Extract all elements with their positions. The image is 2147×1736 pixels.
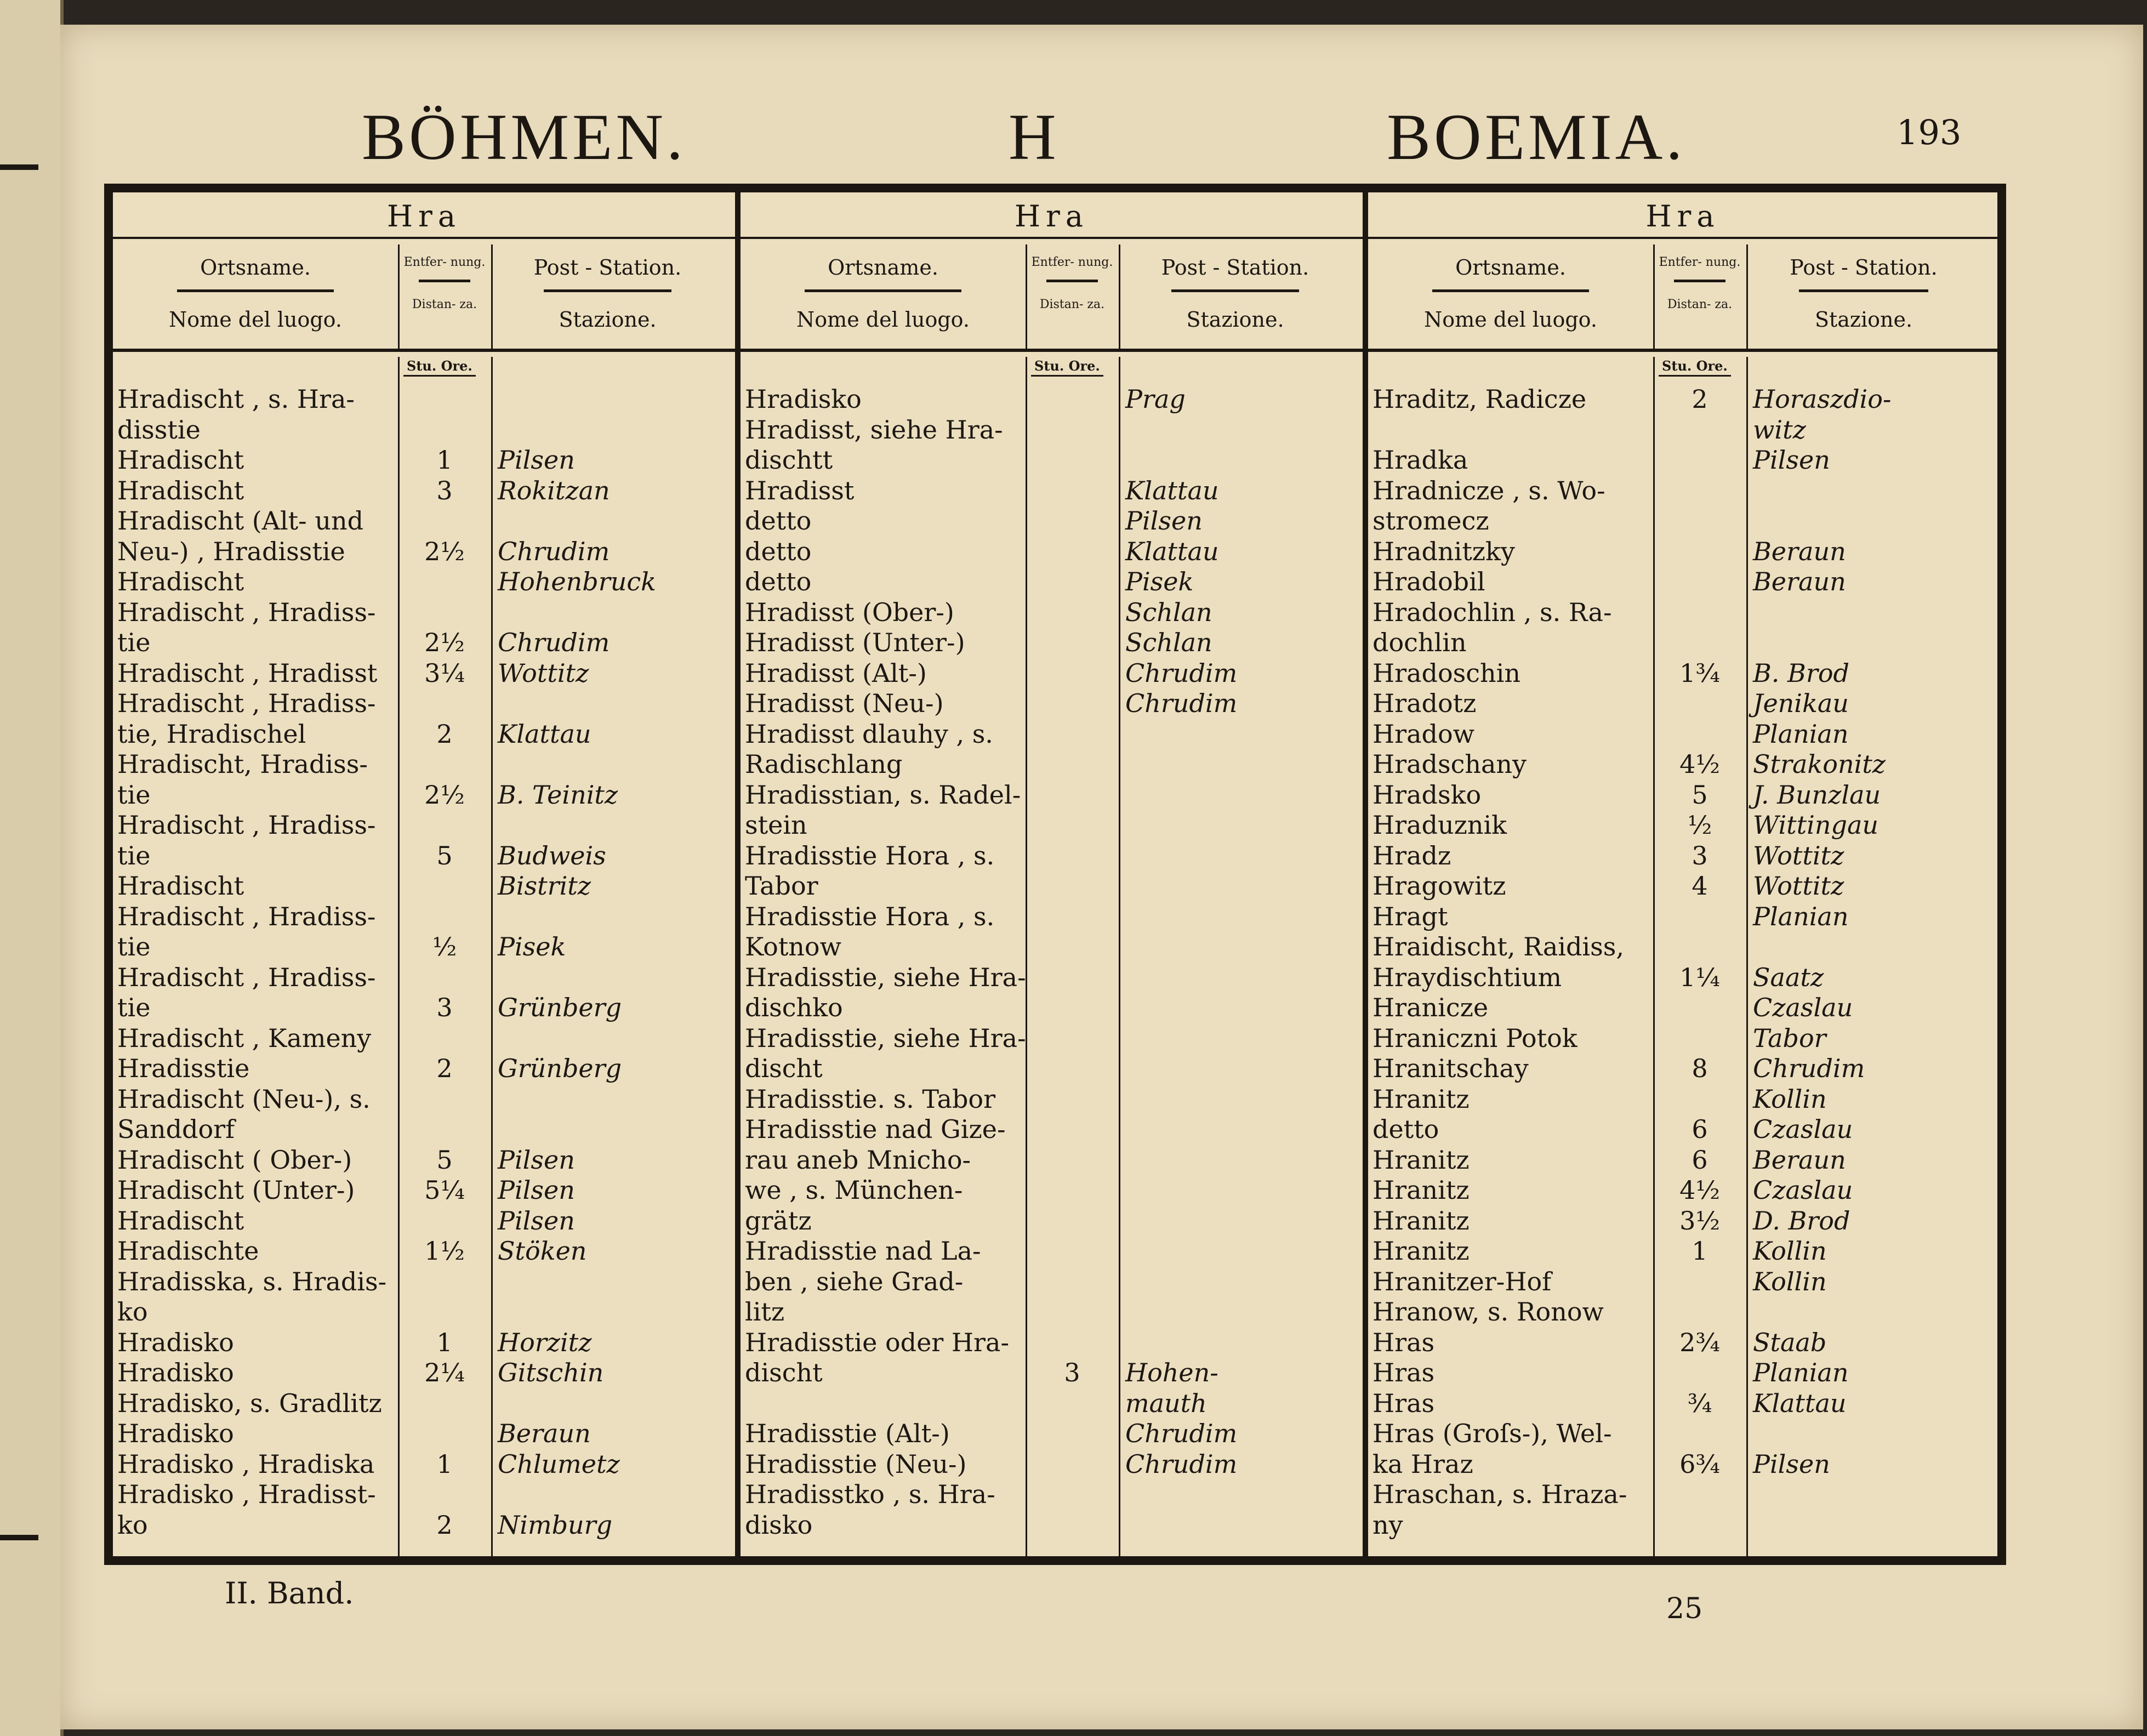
- post-station: J. Bunzlau: [1753, 779, 1881, 810]
- header-place-name: [113, 244, 400, 349]
- post-station: Horzitz: [498, 1327, 592, 1357]
- place-name: Hradisko: [745, 384, 862, 414]
- distance-value: ½: [432, 932, 457, 961]
- place-name: Hradisst (Alt-): [745, 658, 927, 688]
- post-station: Beraun: [1753, 1145, 1846, 1175]
- post-station: Pilsen: [1753, 445, 1830, 475]
- header-dist-it: Distan- za.: [1039, 298, 1105, 312]
- post-station: Wottitz: [1753, 840, 1844, 870]
- place-name: Hradischt ( Ober-): [117, 1145, 352, 1175]
- place-name: Hradsko: [1373, 779, 1482, 810]
- place-name: tie: [117, 932, 151, 961]
- place-name: Hranitschay: [1373, 1054, 1529, 1083]
- distance-value: 4: [1692, 871, 1708, 901]
- post-station: Stöken: [498, 1236, 587, 1266]
- place-name: dischko: [745, 993, 843, 1022]
- place-name: ko: [117, 1297, 148, 1327]
- place-name: Hranitzer-Hof: [1373, 1266, 1552, 1296]
- page-number: 193: [1897, 112, 1962, 152]
- post-station: Pilsen: [498, 1205, 575, 1236]
- place-name: Hraniczni Potok: [1373, 1023, 1577, 1053]
- place-name: Hradnicze , s. Wo-: [1373, 475, 1605, 505]
- header-divider: [1799, 289, 1928, 292]
- post-station: Pilsen: [498, 1175, 575, 1205]
- header-divider: [177, 289, 334, 292]
- post-station: Bistritz: [498, 871, 591, 901]
- place-name: Hranitz: [1373, 1145, 1470, 1175]
- place-name: tie: [117, 993, 151, 1022]
- distance-value: 2½: [424, 628, 465, 657]
- post-station: Klattau: [498, 719, 591, 749]
- gazetteer-table: [104, 184, 2006, 1565]
- post-station: Schlan: [1125, 628, 1212, 657]
- post-station: Beraun: [498, 1419, 591, 1448]
- post-station: Beraun: [1753, 567, 1846, 596]
- place-name: Hradisstko , s. Hra-: [745, 1479, 995, 1509]
- place-name: Hraidischt, Raidiss,: [1373, 932, 1624, 961]
- column-header: [113, 244, 735, 352]
- place-name: Hraduznik: [1373, 810, 1507, 840]
- post-station: Chrudim: [1125, 1449, 1238, 1479]
- place-name: Hradisstie, siehe Hra-: [745, 962, 1026, 992]
- distance-value: 6: [1692, 1145, 1708, 1175]
- distance-value: ½: [1687, 810, 1712, 840]
- place-name: detto: [745, 506, 812, 536]
- distance-value: 2¾: [1679, 1327, 1720, 1357]
- post-station: Hohen-: [1125, 1358, 1218, 1387]
- place-name: Hranow, s. Ronow: [1373, 1297, 1604, 1327]
- column-body: [113, 357, 735, 1556]
- distance-value: 2½: [424, 536, 465, 566]
- distance-value: 1½: [424, 1236, 465, 1266]
- post-station: Wottitz: [1753, 871, 1844, 901]
- distance-value: 1¼: [1679, 962, 1720, 992]
- place-name: tie: [117, 628, 151, 657]
- place-name: Hraschan, s. Hraza-: [1373, 1479, 1627, 1509]
- place-name: dochlin: [1373, 628, 1467, 657]
- place-name: Hradisstie, siehe Hra-: [745, 1023, 1026, 1053]
- column-rule: [1653, 357, 1655, 1556]
- place-name: Hras (Groſs-), Wel-: [1373, 1419, 1612, 1448]
- place-name: Hradz: [1373, 840, 1451, 870]
- place-name: Hragt: [1373, 901, 1448, 931]
- place-name: Hradischt (Neu-), s.: [117, 1084, 371, 1114]
- place-name: Hradschany: [1373, 749, 1527, 779]
- column-title: Hra: [113, 199, 735, 239]
- place-name: Hradotz: [1373, 688, 1477, 718]
- post-station: Grünberg: [498, 1054, 622, 1083]
- distance-value: 8: [1692, 1054, 1708, 1083]
- place-name: Hradnitzky: [1373, 536, 1515, 566]
- place-name: dischtt: [745, 445, 833, 475]
- place-name: Hradisstie oder Hra-: [745, 1327, 1009, 1357]
- header-post-station: [491, 244, 724, 349]
- place-name: Hranicze: [1373, 993, 1489, 1022]
- place-name: Hradischt , Kameny: [117, 1023, 372, 1053]
- distance-value: 5: [436, 1145, 453, 1175]
- header-name-it: Nome del luogo.: [169, 308, 342, 332]
- header-dist-it: Distan- za.: [1667, 298, 1733, 312]
- post-station: Jenikau: [1753, 688, 1849, 718]
- distance-value: 5: [1692, 779, 1708, 810]
- post-station: Wittingau: [1753, 810, 1878, 840]
- post-station: Klattau: [1125, 536, 1219, 566]
- post-station: Chlumetz: [498, 1449, 620, 1479]
- place-name: Hradisstie (Neu-): [745, 1449, 967, 1479]
- header-name-de: Ortsname.: [200, 255, 311, 280]
- header-post-station: [1746, 244, 1981, 349]
- distance-value: 5¼: [424, 1175, 465, 1205]
- post-station: Hohenbruck: [498, 567, 656, 596]
- place-name: tie: [117, 840, 151, 870]
- place-name: Kotnow: [745, 932, 842, 961]
- place-name: Hradischt: [117, 475, 244, 505]
- post-station: Wottitz: [498, 658, 589, 688]
- header-post-de: Post - Station.: [1161, 255, 1309, 280]
- post-station: Chrudim: [498, 536, 610, 566]
- volume-label: II. Band.: [225, 1576, 354, 1610]
- distance-value: 1: [436, 1449, 453, 1479]
- post-station: mauth: [1125, 1388, 1207, 1418]
- distance-value: 3: [1692, 840, 1708, 870]
- post-station: Schlan: [1125, 597, 1212, 627]
- place-name: litz: [745, 1297, 785, 1327]
- distance-unit-label: Stu. Ore.: [1031, 357, 1103, 377]
- place-name: Hradisstie Hora , s.: [745, 840, 995, 870]
- place-name: Hradisstie nad La-: [745, 1236, 981, 1266]
- header-name-de: Ortsname.: [1455, 255, 1566, 280]
- place-name: Hradisstie nad Gize-: [745, 1114, 1006, 1144]
- place-name: we , s. München-: [745, 1175, 963, 1205]
- post-station: Planian: [1753, 719, 1849, 749]
- header-post-it: Stazione.: [1814, 308, 1913, 332]
- place-name: Hradischt, Hradiss-: [117, 749, 368, 779]
- place-name: Hradischt , Hradisst: [117, 658, 378, 688]
- header-letter: H: [1009, 100, 1060, 173]
- header-divider: [419, 280, 470, 282]
- post-station: Rokitzan: [498, 475, 610, 505]
- post-station: witz: [1753, 414, 1806, 445]
- header-post-station: [1119, 244, 1352, 349]
- place-name: ben , siehe Grad-: [745, 1266, 964, 1296]
- place-name: stromecz: [1373, 506, 1489, 536]
- place-name: Hradisko, s. Gradlitz: [117, 1388, 382, 1418]
- place-name: Radischlang: [745, 749, 903, 779]
- header-left-title: BÖHMEN.: [362, 100, 687, 173]
- post-station: Chrudim: [1125, 688, 1238, 718]
- distance-value: 2: [436, 719, 453, 749]
- place-name: Hradisko , Hradisst-: [117, 1479, 376, 1509]
- header-divider: [544, 289, 672, 292]
- distance-value: 3½: [1679, 1205, 1720, 1236]
- place-name: Hradoschin: [1373, 658, 1521, 688]
- place-name: discht: [745, 1358, 823, 1387]
- post-station: Czaslau: [1753, 993, 1853, 1022]
- header-divider: [805, 289, 961, 292]
- page-header: [60, 90, 2143, 184]
- place-name: Hradisst dlauhy , s.: [745, 719, 993, 749]
- place-name: detto: [1373, 1114, 1439, 1144]
- distance-value: 2½: [424, 779, 465, 810]
- place-name: tie, Hradischel: [117, 719, 306, 749]
- place-name: Hradisst: [745, 475, 855, 505]
- place-name: Hradisstian, s. Radel-: [745, 779, 1021, 810]
- place-name: Hradischt , Hradiss-: [117, 810, 376, 840]
- column-title: Hra: [1368, 199, 1997, 239]
- place-name: Hradisko: [117, 1327, 234, 1357]
- column-body: [1368, 357, 1997, 1556]
- place-name: Hradischt , Hradiss-: [117, 597, 376, 627]
- place-name: Hradisstie: [117, 1054, 250, 1083]
- distance-value: 2¼: [424, 1358, 465, 1387]
- distance-value: 5: [436, 840, 453, 870]
- post-station: Kollin: [1753, 1236, 1827, 1266]
- distance-value: 1: [436, 445, 453, 475]
- place-name: Hradisko: [117, 1419, 234, 1448]
- place-name: Hradischt: [117, 1205, 244, 1236]
- post-station: Prag: [1125, 384, 1186, 414]
- header-name-it: Nome del luogo.: [1424, 308, 1597, 332]
- place-name: Hras: [1373, 1388, 1435, 1418]
- place-name: Tabor: [745, 871, 818, 901]
- column-title: Hra: [741, 199, 1363, 239]
- post-station: Kollin: [1753, 1084, 1827, 1114]
- column-header: [1368, 244, 1997, 352]
- place-name: Hranitz: [1373, 1175, 1470, 1205]
- post-station: Nimburg: [498, 1510, 613, 1540]
- place-name: ny: [1373, 1510, 1403, 1540]
- header-divider: [1171, 289, 1300, 292]
- post-station: Tabor: [1753, 1023, 1826, 1053]
- place-name: Hradisst (Neu-): [745, 688, 944, 718]
- post-station: Pilsen: [1125, 506, 1203, 536]
- post-station: Czaslau: [1753, 1114, 1853, 1144]
- post-station: Pilsen: [498, 445, 575, 475]
- post-station: Planian: [1753, 901, 1849, 931]
- post-station: Chrudim: [1753, 1054, 1865, 1083]
- place-name: Hradisstie Hora , s.: [745, 901, 995, 931]
- header-post-it: Stazione.: [559, 308, 657, 332]
- post-station: D. Brod: [1753, 1205, 1850, 1236]
- post-station: Klattau: [1753, 1388, 1847, 1418]
- post-station: Chrudim: [498, 628, 610, 657]
- place-name: Hradisst (Ober-): [745, 597, 954, 627]
- post-station: Kollin: [1753, 1266, 1827, 1296]
- header-divider: [1432, 289, 1589, 292]
- distance-value: 2: [436, 1054, 453, 1083]
- place-name: Hradow: [1373, 719, 1475, 749]
- post-station: Pisek: [1125, 567, 1194, 596]
- place-name: Hradochlin , s. Ra-: [1373, 597, 1612, 627]
- place-name: Neu-) , Hradisstie: [117, 536, 345, 566]
- post-station: Klattau: [1125, 475, 1219, 505]
- place-name: Hradischt , Hradiss-: [117, 688, 376, 718]
- place-name: Hras: [1373, 1327, 1435, 1357]
- place-name: detto: [745, 567, 812, 596]
- place-name: disstie: [117, 414, 201, 445]
- column-rule: [491, 357, 493, 1556]
- book-page: [60, 25, 2143, 1729]
- distance-value: 6: [1692, 1114, 1708, 1144]
- column-rule: [1119, 357, 1120, 1556]
- distance-value: 2: [1692, 384, 1708, 414]
- previous-page-edge: [0, 0, 64, 1736]
- place-name: Hradisst, siehe Hra-: [745, 414, 1003, 445]
- place-name: Hraydischtium: [1373, 962, 1562, 992]
- post-station: Staab: [1753, 1327, 1827, 1357]
- place-name: Hradisstie (Alt-): [745, 1419, 950, 1448]
- distance-value: 4½: [1679, 1175, 1720, 1205]
- place-name: Hradisst (Unter-): [745, 628, 965, 657]
- distance-unit-label: Stu. Ore.: [1659, 357, 1731, 377]
- post-station: Gitschin: [498, 1358, 604, 1387]
- place-name: Hradischt , Hradiss-: [117, 901, 376, 931]
- post-station: Pisek: [498, 932, 566, 961]
- header-distance: [398, 244, 493, 349]
- place-name: discht: [745, 1054, 823, 1083]
- place-name: Hradischte: [117, 1236, 259, 1266]
- place-name: Hraditz, Radicze: [1373, 384, 1587, 414]
- post-station: Horaszdio-: [1753, 384, 1892, 414]
- header-place-name: [1368, 244, 1655, 349]
- place-name: ko: [117, 1510, 148, 1540]
- distance-unit-label: Stu. Ore.: [403, 357, 476, 377]
- place-name: detto: [745, 536, 812, 566]
- header-distance: [1653, 244, 1748, 349]
- header-post-de: Post - Station.: [533, 255, 682, 280]
- post-station: Pilsen: [1753, 1449, 1830, 1479]
- place-name: Hradisstie. s. Tabor: [745, 1084, 996, 1114]
- place-name: Hranitz: [1373, 1084, 1470, 1114]
- place-name: stein: [745, 810, 807, 840]
- place-name: Hragowitz: [1373, 871, 1506, 901]
- distance-value: 4½: [1679, 749, 1720, 779]
- column-rule: [1746, 357, 1748, 1556]
- place-name: Hradischt: [117, 871, 244, 901]
- header-right-title: BOEMIA.: [1387, 100, 1686, 173]
- table-column-3: [1368, 192, 1997, 1556]
- distance-value: 3: [436, 475, 453, 505]
- place-name: Hradischt , Hradiss-: [117, 962, 376, 992]
- post-station: Budweis: [498, 840, 606, 870]
- place-name: Hradka: [1373, 445, 1468, 475]
- place-name: Hradischt , s. Hra-: [117, 384, 355, 414]
- place-name: Hradischt (Unter-): [117, 1175, 355, 1205]
- header-divider: [1046, 280, 1098, 282]
- post-station: B. Teinitz: [498, 779, 618, 810]
- header-post-it: Stazione.: [1186, 308, 1284, 332]
- header-name-it: Nome del luogo.: [796, 308, 970, 332]
- distance-value: 3¼: [424, 658, 465, 688]
- place-name: rau aneb Mnicho-: [745, 1145, 971, 1175]
- distance-value: 2: [436, 1510, 453, 1540]
- header-dist-de: Entfer- nung.: [1031, 255, 1113, 269]
- place-name: Sanddorf: [117, 1114, 235, 1144]
- distance-value: 1: [1692, 1236, 1708, 1266]
- place-name: Hradisko: [117, 1358, 234, 1387]
- place-name: Hranitz: [1373, 1205, 1470, 1236]
- place-name: Hradischt: [117, 567, 244, 596]
- table-column-2: [741, 192, 1368, 1556]
- distance-value: ¾: [1687, 1388, 1712, 1418]
- header-dist-de: Entfer- nung.: [403, 255, 486, 269]
- distance-value: 3: [436, 993, 453, 1022]
- place-name: Hradischt: [117, 445, 244, 475]
- post-station: Strakonitz: [1753, 749, 1886, 779]
- header-place-name: [741, 244, 1027, 349]
- post-station: Planian: [1753, 1358, 1849, 1387]
- post-station: Saatz: [1753, 962, 1824, 992]
- place-name: ka Hraz: [1373, 1449, 1473, 1479]
- distance-value: 1: [436, 1327, 453, 1357]
- distance-value: 6¾: [1679, 1449, 1720, 1479]
- edge-rule: [0, 1535, 38, 1540]
- place-name: Hranitz: [1373, 1236, 1470, 1266]
- post-station: Chrudim: [1125, 1419, 1238, 1448]
- column-header: [741, 244, 1363, 352]
- header-post-de: Post - Station.: [1790, 255, 1938, 280]
- place-name: Hradisko , Hradiska: [117, 1449, 375, 1479]
- post-station: Chrudim: [1125, 658, 1238, 688]
- table-column-1: [113, 192, 741, 1556]
- place-name: disko: [745, 1510, 813, 1540]
- column-body: [741, 357, 1363, 1556]
- post-station: Grünberg: [498, 993, 622, 1022]
- post-station: B. Brod: [1753, 658, 1849, 688]
- header-distance: [1026, 244, 1120, 349]
- header-divider: [1674, 280, 1725, 282]
- place-name: Hradischt (Alt- und: [117, 506, 364, 536]
- post-station: Pilsen: [498, 1145, 575, 1175]
- place-name: Hradobil: [1373, 567, 1485, 596]
- header-dist-it: Distan- za.: [412, 298, 477, 312]
- place-name: tie: [117, 779, 151, 810]
- place-name: Hradisska, s. Hradis-: [117, 1266, 387, 1296]
- header-name-de: Ortsname.: [828, 255, 938, 280]
- post-station: Beraun: [1753, 536, 1846, 566]
- signature-mark: 25: [1666, 1592, 1703, 1625]
- place-name: grätz: [745, 1205, 812, 1236]
- distance-value: 3: [1064, 1358, 1080, 1387]
- post-station: Czaslau: [1753, 1175, 1853, 1205]
- edge-rule: [0, 164, 38, 170]
- place-name: Hras: [1373, 1358, 1435, 1387]
- distance-value: 1¾: [1679, 658, 1720, 688]
- header-dist-de: Entfer- nung.: [1659, 255, 1741, 269]
